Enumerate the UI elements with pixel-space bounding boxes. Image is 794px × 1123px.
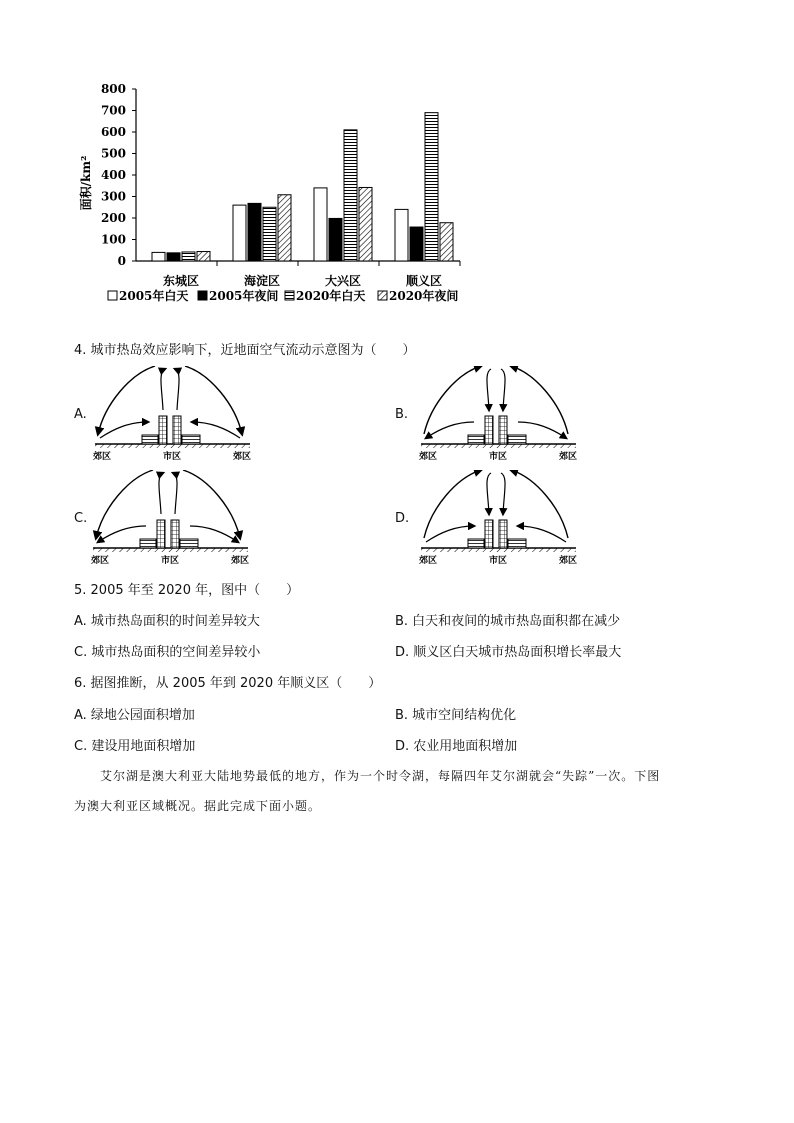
building-low-right <box>182 435 200 444</box>
ground-hatch <box>421 548 576 552</box>
q6-option-c[interactable]: C. 建设用地面积增加 <box>74 739 196 754</box>
legend-swatch-3 <box>378 291 387 300</box>
q4-option-b-letter[interactable]: B. <box>395 407 409 422</box>
bar-3-2 <box>425 113 438 261</box>
label-suburb-right: 郊区 <box>558 556 578 566</box>
building-low-left <box>140 539 156 548</box>
label-suburb-left: 郊区 <box>92 452 112 462</box>
building-low-right <box>508 539 526 548</box>
label-suburb-right: 郊区 <box>558 452 578 462</box>
building-tall-left <box>485 416 493 444</box>
y-tick-label: 700 <box>100 103 126 118</box>
bar-2-0 <box>314 188 327 261</box>
x-tick-label: 海淀区 <box>243 274 281 288</box>
building-tall-right <box>171 520 179 548</box>
ground-hatch <box>95 444 250 448</box>
label-suburb-right: 郊区 <box>232 452 252 462</box>
label-suburb-left: 郊区 <box>418 452 438 462</box>
q4-diagram-d <box>416 470 591 570</box>
label-suburb-right: 郊区 <box>230 556 250 566</box>
question-5-stem: 5. 2005 年至 2020 年，图中（ ） <box>74 583 300 598</box>
building-tall-right <box>499 416 507 444</box>
chart-legend <box>108 288 458 303</box>
building-tall-right <box>173 416 181 444</box>
label-city: 市区 <box>488 556 508 566</box>
building-low-right <box>180 539 198 548</box>
label-city: 市区 <box>160 556 180 566</box>
label-city: 市区 <box>488 452 508 462</box>
q6-option-a[interactable]: A. 绿地公园面积增加 <box>74 708 195 723</box>
legend-swatch-0 <box>108 291 117 300</box>
bar-2-1 <box>329 218 342 261</box>
building-tall-right <box>499 520 507 548</box>
ground-hatch <box>93 548 248 552</box>
ground-hatch <box>421 444 576 448</box>
q5-option-c[interactable]: C. 城市热岛面积的空间差异较小 <box>74 645 261 660</box>
y-tick-label: 0 <box>117 254 126 268</box>
bar-3-1 <box>410 227 423 261</box>
building-tall-left <box>157 520 165 548</box>
q4-option-d-letter[interactable]: D. <box>395 511 410 526</box>
y-tick-label: 200 <box>100 211 126 225</box>
building-low-left <box>142 435 158 444</box>
legend-label-2: 2020年白天 <box>296 289 366 303</box>
q6-option-b[interactable]: B. 城市空间结构优化 <box>395 708 517 723</box>
building-low-right <box>508 435 526 444</box>
y-tick-label: 100 <box>100 232 126 247</box>
y-tick-label: 300 <box>100 189 126 204</box>
y-tick-label: 400 <box>100 168 126 182</box>
bar-1-2 <box>263 207 276 261</box>
bar-2-3 <box>359 187 372 261</box>
bar-1-3 <box>278 195 291 261</box>
building-tall-left <box>485 520 493 548</box>
y-axis-label: 面积/km² <box>79 155 93 211</box>
q4-diagram-a <box>90 366 260 466</box>
label-suburb-left: 郊区 <box>90 556 110 566</box>
bar-0-2 <box>182 252 195 261</box>
question-6-stem: 6. 据图推断，从 2005 年到 2020 年顺义区（ ） <box>74 676 382 691</box>
bar-0-3 <box>197 252 210 261</box>
bar-1-1 <box>248 203 261 261</box>
q5-option-a[interactable]: A. 城市热岛面积的时间差异较大 <box>74 614 260 629</box>
bar-0-0 <box>152 252 165 261</box>
q4-diagram-c <box>88 470 258 570</box>
bar-1-0 <box>233 205 246 261</box>
bar-2-2 <box>344 130 357 261</box>
building-tall-left <box>159 416 167 444</box>
legend-swatch-1 <box>198 291 207 300</box>
legend-label-1: 2005年夜间 <box>209 289 279 303</box>
y-tick-label: 500 <box>100 146 126 161</box>
bar-chart <box>70 78 490 318</box>
x-tick-label: 顺义区 <box>405 274 443 288</box>
q5-option-d[interactable]: D. 顺义区白天城市热岛面积增长率最大 <box>395 645 622 660</box>
label-city: 市区 <box>162 452 182 462</box>
question-4-stem: 4. 城市热岛效应影响下，近地面空气流动示意图为（ ） <box>74 343 416 358</box>
y-tick-label: 800 <box>100 82 126 96</box>
q5-option-b[interactable]: B. 白天和夜间的城市热岛面积都在减少 <box>395 614 621 629</box>
q6-option-d[interactable]: D. 农业用地面积增加 <box>395 739 518 754</box>
legend-label-3: 2020年夜间 <box>389 289 459 303</box>
passage-line-1: 艾尔湖是澳大利亚大陆地势最低的地方，作为一个时令湖，每隔四年艾尔湖就会“失踪”一次。下图 <box>100 769 661 783</box>
q4-option-a-letter[interactable]: A. <box>74 407 87 422</box>
y-tick-label: 600 <box>100 125 126 139</box>
bar-3-3 <box>440 223 453 261</box>
bar-3-0 <box>395 209 408 261</box>
legend-label-0: 2005年白天 <box>119 289 189 303</box>
passage-line-2: 为澳大利亚区域概况。据此完成下面小题。 <box>74 799 322 813</box>
bar-0-1 <box>167 253 180 261</box>
legend-swatch-2 <box>285 291 294 300</box>
building-low-left <box>468 539 484 548</box>
x-tick-label: 东城区 <box>162 274 200 288</box>
q4-diagram-b <box>416 366 591 466</box>
building-low-left <box>468 435 484 444</box>
x-tick-label: 大兴区 <box>324 274 362 288</box>
q4-option-c-letter[interactable]: C. <box>74 511 88 526</box>
label-suburb-left: 郊区 <box>418 556 438 566</box>
